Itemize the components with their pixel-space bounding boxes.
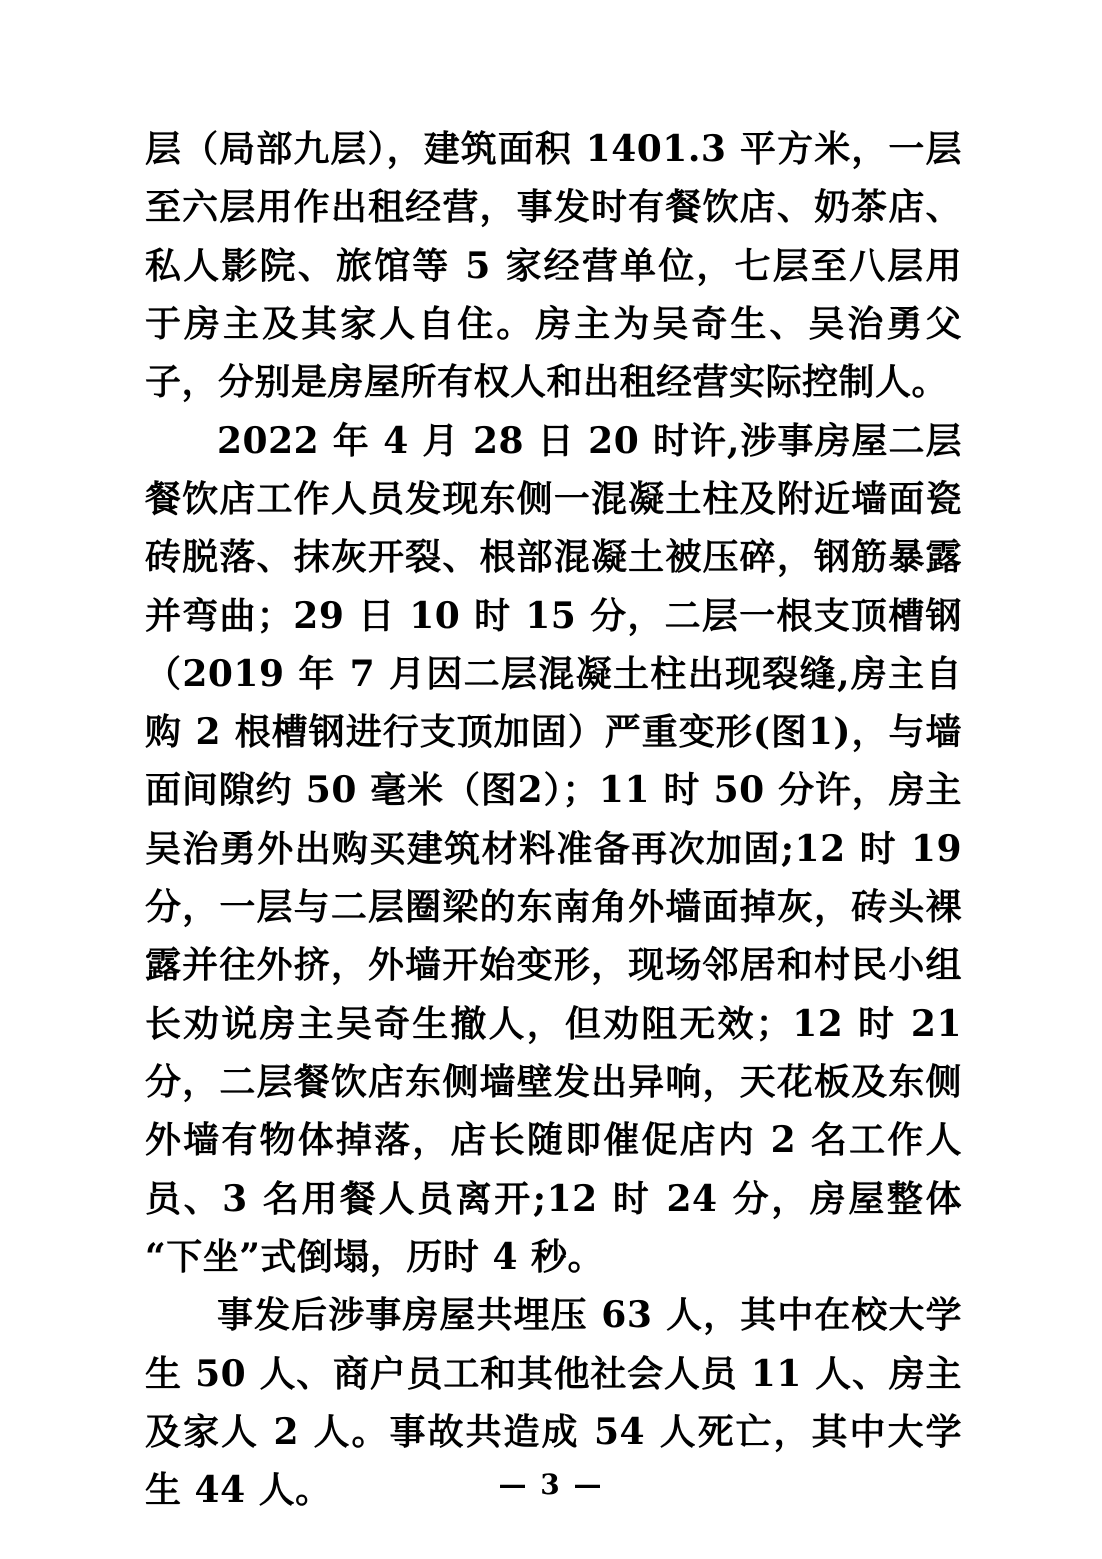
paragraph-building-description: 层（局部九层），建筑面积 1401.3 平方米，一层至六层用作出租经营，事发时有餐饮店、奶茶店、私人影院、旅馆等 5 家经营单位，七层至八层用于房主及其家人自住。房主为吴奇生、吴治勇父子，分别是房屋所有权人和出租经营实际控制人。 (145, 128, 962, 404)
paragraph-casualties: 事发后涉事房屋共埋压 63 人，其中在校大学生 50 人、商户员工和其他社会人员 11 人、房主及家人 2 人。事故共造成 54 人死亡，其中大学生 44 人。 (145, 1294, 962, 1512)
document-body (145, 120, 962, 1520)
page-number: — 3 — (498, 1468, 604, 1501)
paragraph-incident-timeline: 2022 年 4 月 28 日 20 时许,涉事房屋二层餐饮店工作人员发现东侧一混凝土柱及附近墙面瓷砖脱落、抹灰开裂、根部混凝土被压碎，钢筋暴露并弯曲；29 日 10 时 15 分，二层一根支顶槽钢（2019 年 7 月因二层混凝土柱出现裂缝,房主自购 2 根槽钢进行支顶加固）严重变形(图1)，与墙面间隙约 50 毫米（图2）；11 时 50 分许，房主吴治勇外出购买建筑材料准备再次加固;12 时 19 分，一层与二层圈梁的东南角外墙面掉灰，砖头裸露并往外挤，外墙开始变形，现场邻居和村民小组长劝说房主吴奇生撤人，但劝阻无效；12 时 21 分，二层餐饮店东侧墙壁发出异响，天花板及东侧外墙有物体掉落，店长随即催促店内 2 名工作人员、3 名用餐人员离开;12 时 24 分，房屋整体“下坐”式倒塌，历时 4 秒。 (145, 419, 962, 1278)
